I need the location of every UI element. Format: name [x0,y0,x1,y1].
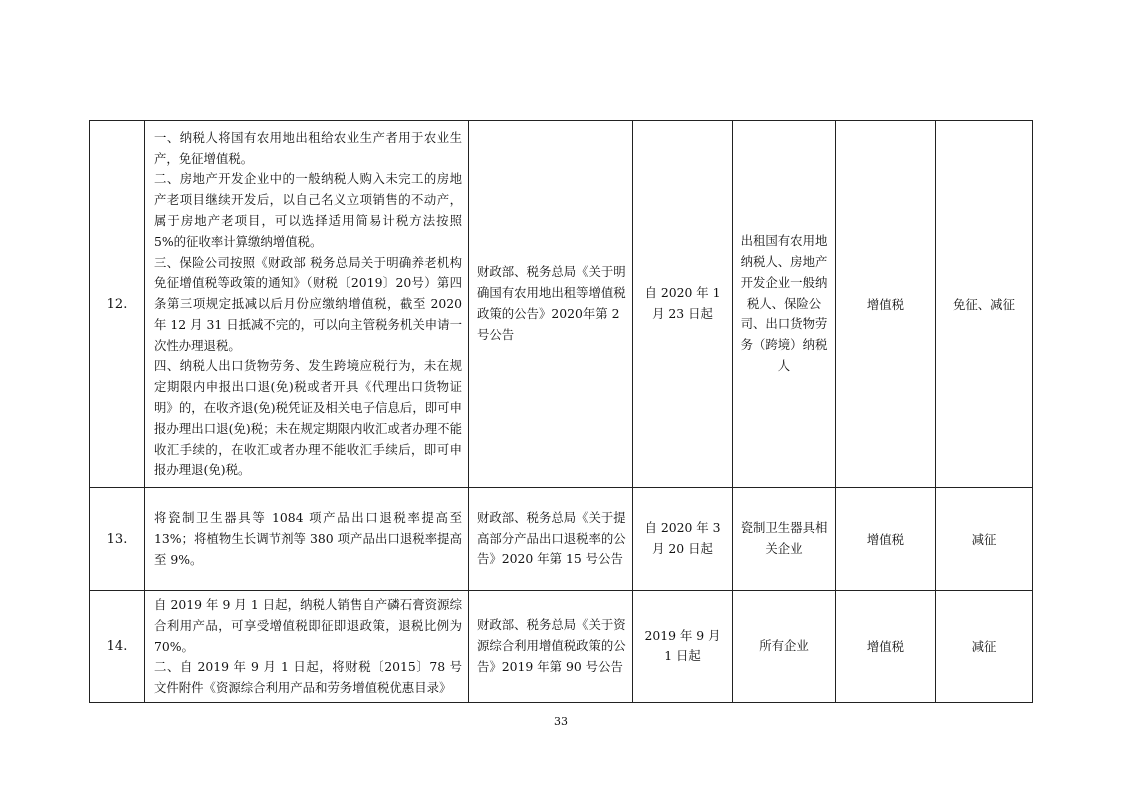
content-paragraph: 二、自 2019 年 9 月 1 日起，将财税〔2015〕78 号文件附件《资源综合利用产品和劳务增值税优惠目录》 [154,659,462,696]
relief-method: 免征、减征 [936,121,1033,488]
content-paragraph: 二、房地产开发企业中的一般纳税人购入未完工的房地产老项目继续开发后，以自己名义立项销售的不动产，属于房地产老项目，可以选择适用简易计税方法按照 5%的征收率计算缴纳增值税。 [154,171,462,249]
table-row [90,591,1033,703]
row-number: 14. [90,591,145,703]
relief-method: 减征 [936,591,1033,703]
table-row [90,488,1033,591]
page-number: 33 [554,715,568,728]
row-number: 13. [90,488,145,591]
applicable-target: 所有企业 [733,591,836,703]
content-paragraph: 将瓷制卫生器具等 1084 项产品出口退税率提高至13%；将植物生长调节剂等 380 项产品出口退税率提高至 9%。 [154,510,462,567]
effective-date: 自 2020 年 1 月 23 日起 [633,121,733,488]
policy-basis: 财政部、税务总局《关于提高部分产品出口退税率的公告》2020 年第 15 号公告 [469,488,633,591]
policy-table [89,120,1033,703]
effective-date: 2019 年 9 月 1 日起 [633,591,733,703]
row-number: 12. [90,121,145,488]
effective-date: 自 2020 年 3 月 20 日起 [633,488,733,591]
content-paragraph: 一、纳税人将国有农用地出租给农业生产者用于农业生产，免征增值税。 [154,129,462,166]
table-row [90,121,1033,488]
relief-method: 减征 [936,488,1033,591]
policy-basis: 财政部、税务总局《关于明确国有农用地出租等增值税政策的公告》2020年第 2 号公告 [469,121,633,488]
policy-content [145,488,469,591]
policy-content [145,121,469,488]
tax-type: 增值税 [836,591,936,703]
policy-content [145,591,469,703]
content-paragraph: 三、保险公司按照《财政部 税务总局关于明确养老机构免征增值税等政策的通知》（财税〔2019〕20号）第四条第三项规定抵减以后月份应缴纳增值税，截至 2020 年 12 月 31 日抵减不完的，可以向主管税务机关申请一次性办理退税。 [154,254,462,353]
applicable-target: 瓷制卫生器具相关企业 [733,488,836,591]
applicable-target: 出租国有农用地纳税人、房地产开发企业一般纳税人、保险公司、出口货物劳务（跨境）纳税人 [733,121,836,488]
policy-basis: 财政部、税务总局《关于资源综合利用增值税政策的公告》2019 年第 90 号公告 [469,591,633,703]
content-paragraph: 自 2019 年 9 月 1 日起，纳税人销售自产磷石膏资源综合利用产品，可享受增值税即征即退政策，退税比例为 70%。 [154,597,462,654]
tax-type: 增值税 [836,488,936,591]
tax-type: 增值税 [836,121,936,488]
content-paragraph: 四、纳税人出口货物劳务、发生跨境应税行为，未在规定期限内申报出口退(免)税或者开具《代理出口货物证明》的，在收齐退(免)税凭证及相关电子信息后，即可申报办理出口退(免)税；未在规定期限内收汇或者办理不能收汇手续的，在收汇或者办理不能收汇手续后，即可申报办理退(免)税。 [154,358,462,478]
